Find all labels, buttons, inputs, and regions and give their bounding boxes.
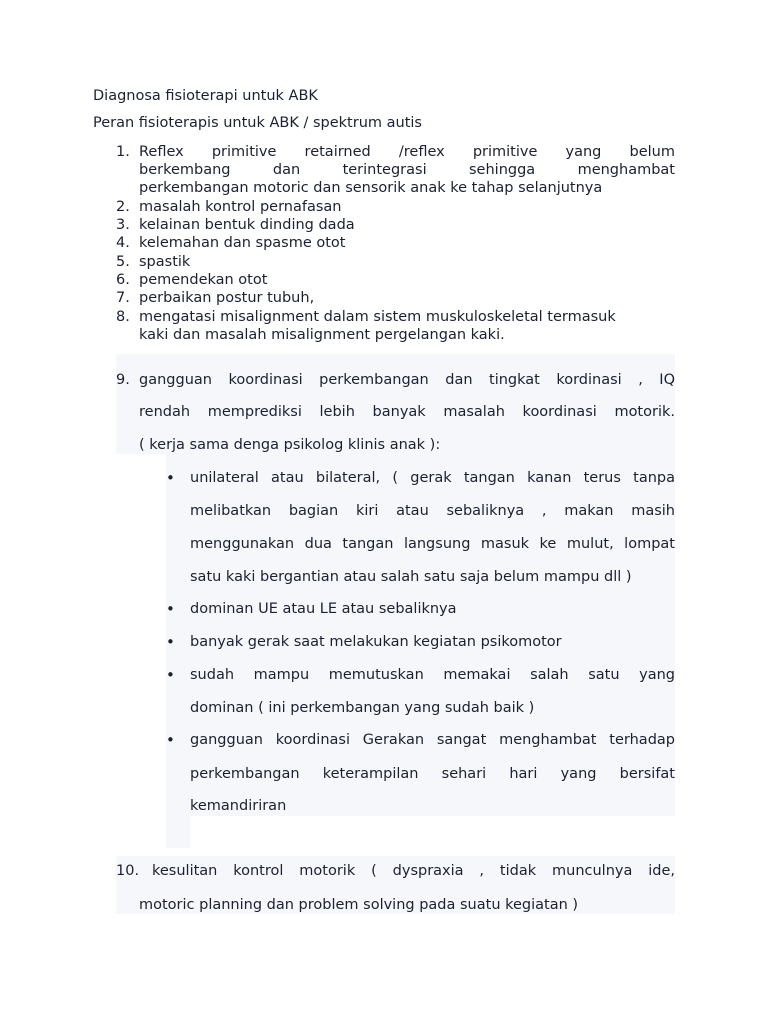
item-text-line: ( kerja sama denga psikolog klinis anak ):: [139, 437, 441, 453]
item-text-line: kaki dan masalah misalignment pergelangan kaki.: [139, 327, 505, 343]
bullet-icon: •: [166, 469, 175, 487]
bullet-text-line: unilateral atau bilateral, ( gerak tangan kanan terus tanpa: [190, 470, 675, 486]
item-text-line: kelainan bentuk dinding dada: [139, 217, 355, 233]
item-text-line: mengatasi misalignment dalam sistem muskuloskeletal termasuk: [139, 309, 616, 325]
document-title: Diagnosa fisioterapi untuk ABK: [93, 88, 318, 104]
bullet-icon: •: [166, 600, 175, 618]
item-text-line: rendah memprediksi lebih banyak masalah koordinasi motorik.: [139, 404, 675, 420]
item-text-line: pemendekan otot: [139, 272, 268, 288]
item-text-line: perbaikan postur tubuh,: [139, 290, 315, 306]
bullet-text-line: dominan ( ini perkembangan yang sudah baik ): [190, 700, 535, 716]
document-subtitle: Peran fisioterapis untuk ABK / spektrum autis: [93, 115, 422, 131]
item-number: 10.: [116, 863, 140, 879]
bullet-text-line: sudah mampu memutuskan memakai salah satu yang: [190, 667, 675, 683]
item-text-line: berkembang dan terintegrasi sehingga menghambat: [139, 162, 675, 178]
item-number: 8.: [116, 309, 130, 325]
item-number: 7.: [116, 290, 130, 306]
item-number: 3.: [116, 217, 130, 233]
bullet-icon: •: [166, 633, 175, 651]
bullet-text-line: gangguan koordinasi Gerakan sangat menghambat terhadap: [190, 732, 675, 748]
bullet-text-line: perkembangan keterampilan sehari hari yang bersifat: [190, 766, 675, 782]
item-text-line: motoric planning dan problem solving pada suatu kegiatan ): [139, 897, 579, 913]
item-number: 6.: [116, 272, 130, 288]
item-text-line: spastik: [139, 254, 191, 270]
item-text-line: kesulitan kontrol motorik ( dyspraxia , tidak munculnya ide,: [152, 863, 675, 879]
item-text-line: masalah kontrol pernafasan: [139, 199, 342, 215]
bullet-text-line: melibatkan bagian kiri atau sebaliknya , makan masih: [190, 503, 675, 519]
item-text-line: Reflex primitive retairned /reflex primitive yang belum: [139, 144, 675, 160]
bullet-text-line: menggunakan dua tangan langsung masuk ke mulut, lompat: [190, 536, 675, 552]
item-text-line: perkembangan motoric dan sensorik anak ke tahap selanjutnya: [139, 180, 603, 196]
item-number: 2.: [116, 199, 130, 215]
item-text-line: gangguan koordinasi perkembangan dan tingkat kordinasi , IQ: [139, 372, 675, 388]
item-number: 1.: [116, 144, 130, 160]
item-number: 9.: [116, 372, 130, 388]
shaded-block-bullets-tail: [166, 816, 190, 848]
bullet-text-line: kemandiriran: [190, 798, 287, 814]
bullet-text-line: banyak gerak saat melakukan kegiatan psikomotor: [190, 634, 562, 650]
bullet-text-line: dominan UE atau LE atau sebaliknya: [190, 601, 457, 617]
bullet-icon: •: [166, 666, 175, 684]
bullet-icon: •: [166, 731, 175, 749]
item-number: 5.: [116, 254, 130, 270]
item-text-line: kelemahan dan spasme otot: [139, 235, 346, 251]
item-number: 4.: [116, 235, 130, 251]
bullet-text-line: satu kaki bergantian atau salah satu saja belum mampu dll ): [190, 569, 632, 585]
